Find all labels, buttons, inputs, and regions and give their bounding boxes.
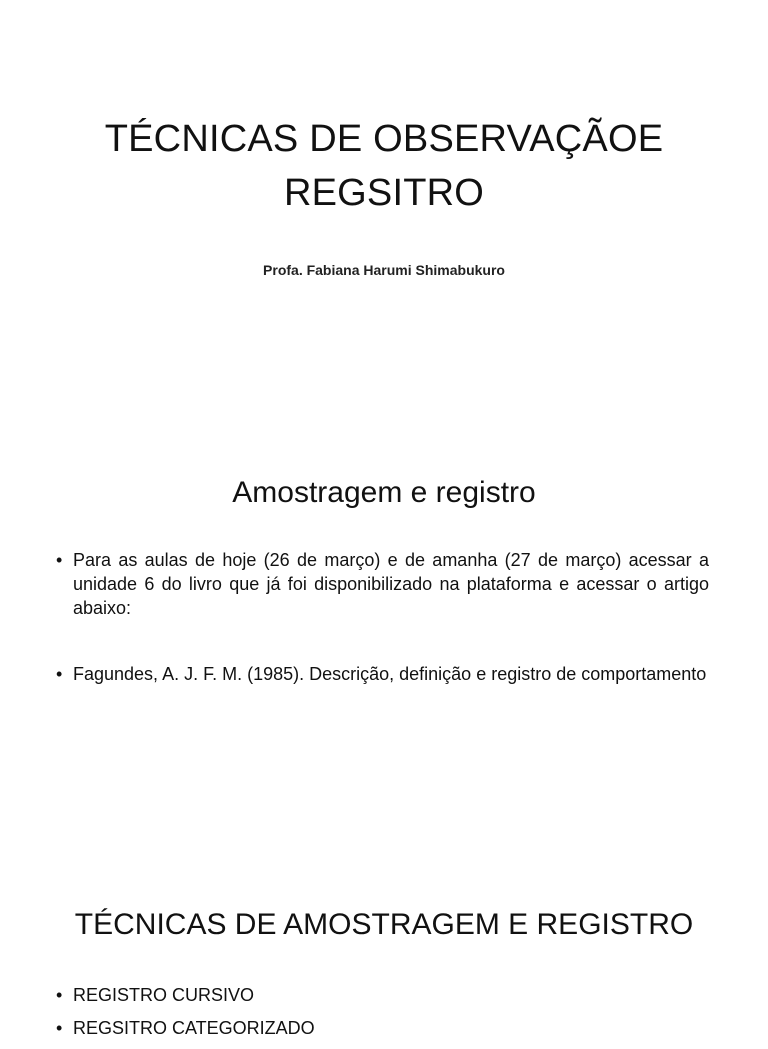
bullet-text: Para as aulas de hoje (26 de março) e de amanha (27 de março) acessar a unidade 6 do livro que já foi disponibilizado na plataforma e acessar o artigo abaixo: xyxy=(73,550,709,618)
bullet-list xyxy=(56,548,709,620)
bullet-item xyxy=(56,548,709,620)
bullet-dot: • xyxy=(56,550,63,570)
slide-heading: Amostragem e registro xyxy=(232,476,536,509)
title-line-1: TÉCNICAS DE OBSERVAÇÃOE xyxy=(104,118,664,160)
bullet-list xyxy=(56,662,709,686)
presentation-title xyxy=(0,112,768,220)
bullet-item xyxy=(56,1016,709,1040)
bullet-dot: • xyxy=(56,985,63,1005)
slide-heading: TÉCNICAS DE AMOSTRAGEM E REGISTRO xyxy=(74,908,694,941)
bullet-item xyxy=(56,662,709,686)
bullet-text: REGISTRO CURSIVO xyxy=(73,985,255,1005)
bullet-text: REGSITRO CATEGORIZADO xyxy=(73,1018,315,1038)
author-name: Profa. Fabiana Harumi Shimabukuro xyxy=(263,262,505,278)
title-line-2: REGSITRO xyxy=(283,172,485,214)
bullet-dot: • xyxy=(56,1018,63,1038)
bullet-text: Fagundes, A. J. F. M. (1985). Descrição, definição e registro de comportamento xyxy=(73,664,707,684)
bullet-dot: • xyxy=(56,664,63,684)
bullet-list xyxy=(56,983,709,1049)
bullet-item xyxy=(56,983,709,1007)
